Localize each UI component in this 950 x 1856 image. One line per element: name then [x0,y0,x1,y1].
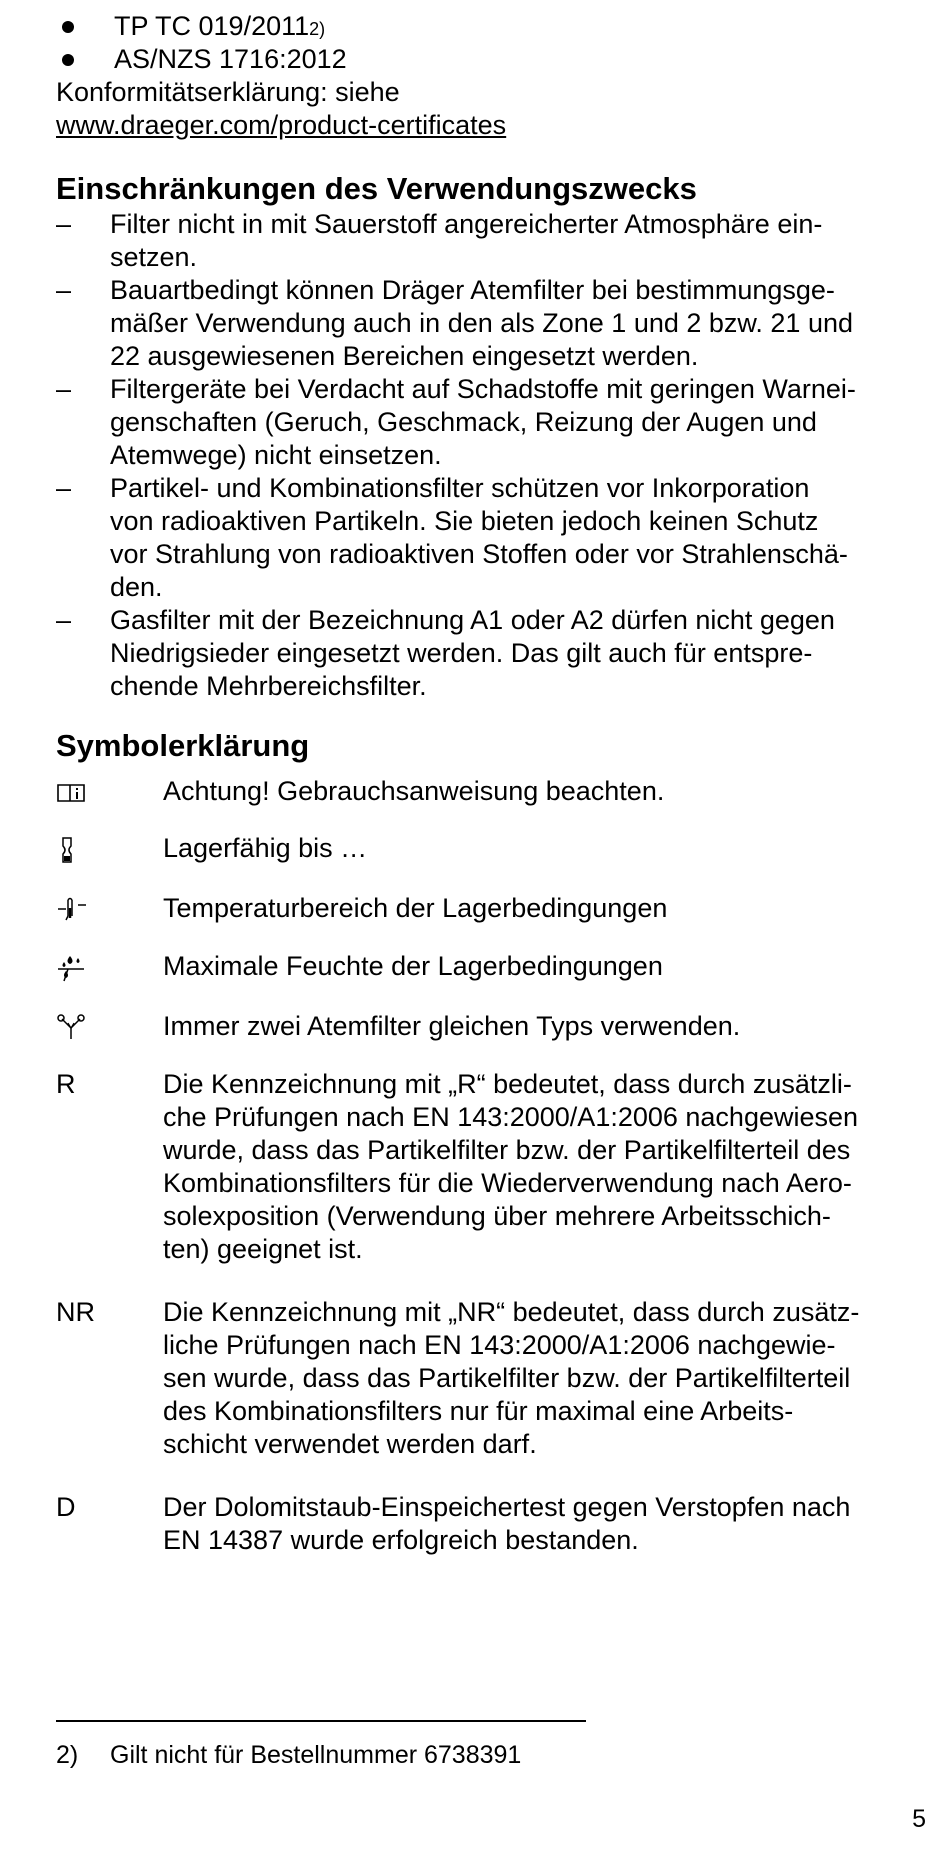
symbol-description [163,1296,916,1461]
text-line: von radioaktiven Partikeln. Sie bieten jedoch keinen Schutz [110,506,819,536]
standard-item [56,43,916,76]
symbol-label: D [56,1492,76,1522]
text-line: wurde, dass das Partikelfilter bzw. der Partikelfilterteil des [163,1135,851,1165]
text-line: che Prüfungen nach EN 143:2000/A1:2006 nachgewiesen [163,1102,859,1132]
symbol-description [163,832,916,868]
footnote-text: Gilt nicht für Bestellnummer 6738391 [110,1741,522,1769]
symbol-item [56,950,916,986]
restriction-text [110,208,916,274]
twin-filter-icon [56,1010,163,1044]
footnote-divider [56,1720,586,1722]
text-line: 22 ausgewiesenen Bereichen eingesetzt werden. [110,341,699,371]
text-line: solexposition (Verwendung über mehrere Arbeitsschich- [163,1201,831,1231]
symbol-label: R [56,1069,76,1099]
text-line: Achtung! Gebrauchsanweisung beachten. [163,776,665,806]
symbol-description [163,1010,916,1044]
bullet-icon [62,21,74,33]
dash-marker: – [56,374,72,404]
restriction-item [56,604,916,703]
text-line: schicht verwendet werden darf. [163,1429,537,1459]
text-line: Partikel- und Kombinationsfilter schützen vor Inkorporation [110,473,810,503]
text-line: setzen. [110,242,198,272]
text-line: Filter nicht in mit Sauerstoff angereicherter Atmosphäre ein- [110,209,823,239]
restriction-text [110,373,916,472]
humidity-icon [56,950,163,986]
footnote [56,1741,521,1770]
dash-marker: – [56,473,72,503]
bullet-icon [62,54,74,66]
text-line: vor Strahlung von radioaktiven Stoffen oder vor Strahlenschä- [110,539,848,569]
text-line: mäßer Verwendung auch in den als Zone 1 und 2 bzw. 21 und [110,308,854,338]
standard-item: TP TC 019/2011 2) [56,10,916,43]
symbol-description [163,775,916,808]
text-line: Die Kennzeichnung mit „NR“ bedeutet, dass durch zusätz- [163,1297,860,1327]
restriction-item [56,373,916,472]
standard-text: AS/NZS 1716:2012 [114,44,347,74]
symbol-item [56,1296,916,1461]
symbol-description [163,1068,916,1266]
conformity-text: Konformitätserklärung: siehe [56,77,400,107]
restriction-text [110,274,916,373]
text-line: Gasfilter mit der Bezeichnung A1 oder A2 dürfen nicht gegen [110,605,835,635]
manual-icon [56,775,163,808]
page-number: 5 [912,1805,926,1833]
symbol-item [56,892,916,926]
restrictions-list [56,208,916,703]
text-line: Immer zwei Atemfilter gleichen Typs verwenden. [163,1011,741,1041]
text-line: Atemwege) nicht einsetzen. [110,440,442,470]
restriction-text [110,604,916,703]
symbol-item [56,832,916,868]
restriction-item [56,472,916,604]
symbol-item [56,1068,916,1266]
text-line: liche Prüfungen nach EN 143:2000/A1:2006 nachgewie- [163,1330,836,1360]
symbols-list [56,775,916,1557]
text-line: chende Mehrbereichsfilter. [110,671,427,701]
footnote-number: 2) [56,1741,79,1769]
text-line: Niedrigsieder eingesetzt werden. Das gilt auch für entspre- [110,638,813,668]
text-line: Kombinationsfilters für die Wiederverwendung nach Aero- [163,1168,852,1198]
text-line: Filtergeräte bei Verdacht auf Schadstoffe mit geringen Warnei- [110,374,856,404]
symbol-item [56,1491,916,1557]
text-line: ten) geeignet ist. [163,1234,363,1264]
text-line: Die Kennzeichnung mit „R“ bedeutet, dass durch zusätzli- [163,1069,852,1099]
restriction-item [56,274,916,373]
text-line: sen wurde, dass das Partikelfilter bzw. der Partikelfilterteil [163,1363,851,1393]
dash-marker: – [56,209,72,239]
symbol-description [163,950,916,986]
conformity-link[interactable]: www.draeger.com/product-certificates [56,110,507,140]
symbol-item [56,1010,916,1044]
section-heading-restrictions: Einschränkungen des Verwendungszwecks [56,171,697,206]
page-content [56,10,916,1587]
hourglass-icon [56,832,163,868]
text-line: den. [110,572,163,602]
standard-text: TP TC 019/2011 [114,11,310,41]
restriction-text [110,472,916,604]
symbol-description [163,892,916,926]
restriction-item [56,208,916,274]
symbol-description [163,1491,916,1557]
symbol-item [56,775,916,808]
text-line: Maximale Feuchte der Lagerbedingungen [163,951,663,981]
symbol-label: NR [56,1297,95,1327]
text-line: EN 14387 wurde erfolgreich bestanden. [163,1525,639,1555]
text-line: Der Dolomitstaub-Einspeichertest gegen Verstopfen nach [163,1492,851,1522]
dash-marker: – [56,275,72,305]
section-heading-symbols: Symbolerklärung [56,728,310,763]
text-line: Bauartbedingt können Dräger Atemfilter bei bestimmungsge- [110,275,835,305]
text-line: Temperaturbereich der Lagerbedingungen [163,893,668,923]
text-line: genschaften (Geruch, Geschmack, Reizung der Augen und [110,407,817,437]
text-line: Lagerfähig bis … [163,833,368,863]
text-line: des Kombinationsfilters nur für maximal eine Arbeits- [163,1396,794,1426]
thermometer-icon [56,892,163,926]
dash-marker: – [56,605,72,635]
